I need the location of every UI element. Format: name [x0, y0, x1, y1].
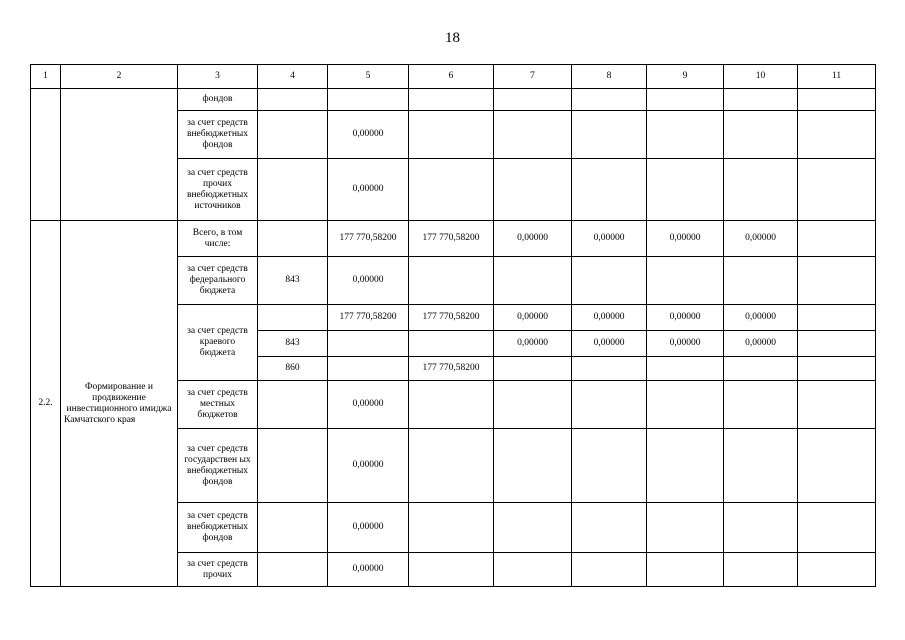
empty-cell — [258, 89, 328, 111]
empty-cell — [494, 381, 572, 429]
empty-cell — [798, 221, 876, 257]
header-cell: 9 — [647, 65, 724, 89]
empty-cell — [409, 257, 494, 305]
source-label: за счет средств прочих — [178, 553, 258, 587]
empty-cell — [258, 503, 328, 553]
empty-cell — [724, 381, 798, 429]
value-cell: 0,00000 — [328, 381, 409, 429]
empty-cell — [798, 331, 876, 357]
header-cell: 8 — [572, 65, 647, 89]
empty-cell — [798, 381, 876, 429]
value-cell: 177 770,58200 — [409, 305, 494, 331]
section-number: 2.2. — [31, 221, 61, 587]
source-label: за счет средств прочих внебюджетных источников — [178, 159, 258, 221]
empty-cell — [647, 429, 724, 503]
value-cell: 0,00000 — [724, 221, 798, 257]
value-cell: 0,00000 — [572, 305, 647, 331]
empty-cell — [647, 553, 724, 587]
section-name: Формирование и продвижение инвестиционного имиджа Камчатского края — [61, 221, 178, 587]
header-cell: 10 — [724, 65, 798, 89]
empty-cell — [572, 381, 647, 429]
empty-cell — [798, 503, 876, 553]
header-cell: 5 — [328, 65, 409, 89]
empty-cell — [647, 381, 724, 429]
empty-cell — [572, 257, 647, 305]
empty-cell — [409, 331, 494, 357]
empty-cell — [798, 89, 876, 111]
header-cell: 2 — [61, 65, 178, 89]
header-cell: 7 — [494, 65, 572, 89]
empty-cell — [31, 89, 61, 221]
empty-cell — [61, 89, 178, 221]
empty-cell — [724, 111, 798, 159]
header-cell: 6 — [409, 65, 494, 89]
value-cell: 177 770,58200 — [409, 221, 494, 257]
empty-cell — [494, 357, 572, 381]
code-cell: 843 — [258, 331, 328, 357]
empty-cell — [409, 111, 494, 159]
value-cell: 0,00000 — [328, 553, 409, 587]
empty-cell — [258, 553, 328, 587]
empty-cell — [494, 553, 572, 587]
value-cell: 177 770,58200 — [328, 305, 409, 331]
empty-cell — [572, 553, 647, 587]
empty-cell — [647, 159, 724, 221]
empty-cell — [798, 305, 876, 331]
page-number: 18 — [445, 30, 460, 46]
empty-cell — [328, 357, 409, 381]
empty-cell — [724, 503, 798, 553]
empty-cell — [647, 111, 724, 159]
empty-cell — [494, 503, 572, 553]
empty-cell — [258, 111, 328, 159]
value-cell: 0,00000 — [724, 331, 798, 357]
empty-cell — [258, 305, 328, 331]
empty-cell — [798, 553, 876, 587]
value-cell: 177 770,58200 — [409, 357, 494, 381]
empty-cell — [494, 257, 572, 305]
empty-cell — [328, 331, 409, 357]
empty-cell — [328, 89, 409, 111]
table-row — [31, 89, 876, 111]
empty-cell — [409, 159, 494, 221]
empty-cell — [798, 159, 876, 221]
value-cell: 0,00000 — [647, 331, 724, 357]
empty-cell — [409, 89, 494, 111]
value-cell: 0,00000 — [494, 221, 572, 257]
empty-cell — [572, 357, 647, 381]
value-cell: 0,00000 — [328, 159, 409, 221]
header-cell: 11 — [798, 65, 876, 89]
empty-cell — [494, 111, 572, 159]
empty-cell — [647, 89, 724, 111]
empty-cell — [724, 89, 798, 111]
source-label: за счет средств внебюджетных фондов — [178, 503, 258, 553]
source-label: Всего, в том числе: — [178, 221, 258, 257]
source-label: за счет средств внебюджетных фондов — [178, 111, 258, 159]
source-label: за счет средств федерального бюджета — [178, 257, 258, 305]
budget-table — [30, 64, 876, 587]
empty-cell — [258, 381, 328, 429]
source-label: за счет средств местных бюджетов — [178, 381, 258, 429]
value-cell: 177 770,58200 — [328, 221, 409, 257]
empty-cell — [647, 257, 724, 305]
empty-cell — [258, 221, 328, 257]
empty-cell — [258, 429, 328, 503]
empty-cell — [409, 553, 494, 587]
table-row — [31, 221, 876, 257]
empty-cell — [409, 503, 494, 553]
value-cell: 0,00000 — [328, 111, 409, 159]
empty-cell — [409, 381, 494, 429]
value-cell: 0,00000 — [647, 221, 724, 257]
empty-cell — [494, 159, 572, 221]
empty-cell — [494, 429, 572, 503]
empty-cell — [258, 159, 328, 221]
value-cell: 0,00000 — [328, 429, 409, 503]
source-label: за счет средств государствен ых внебюджетных фондов — [178, 429, 258, 503]
value-cell: 0,00000 — [647, 305, 724, 331]
empty-cell — [494, 89, 572, 111]
empty-cell — [798, 357, 876, 381]
empty-cell — [572, 159, 647, 221]
empty-cell — [647, 503, 724, 553]
value-cell: 0,00000 — [724, 305, 798, 331]
code-cell: 860 — [258, 357, 328, 381]
empty-cell — [798, 111, 876, 159]
header-row — [31, 65, 876, 89]
empty-cell — [572, 89, 647, 111]
empty-cell — [724, 429, 798, 503]
header-cell: 1 — [31, 65, 61, 89]
code-cell: 843 — [258, 257, 328, 305]
empty-cell — [798, 257, 876, 305]
empty-cell — [724, 159, 798, 221]
source-label: фондов — [178, 89, 258, 111]
empty-cell — [798, 429, 876, 503]
empty-cell — [572, 503, 647, 553]
empty-cell — [572, 111, 647, 159]
value-cell: 0,00000 — [572, 221, 647, 257]
value-cell: 0,00000 — [494, 331, 572, 357]
header-cell: 3 — [178, 65, 258, 89]
empty-cell — [724, 257, 798, 305]
empty-cell — [647, 357, 724, 381]
empty-cell — [724, 553, 798, 587]
empty-cell — [724, 357, 798, 381]
source-label: за счет средств краевого бюджета — [178, 305, 258, 381]
empty-cell — [572, 429, 647, 503]
value-cell: 0,00000 — [328, 503, 409, 553]
value-cell: 0,00000 — [494, 305, 572, 331]
empty-cell — [409, 429, 494, 503]
value-cell: 0,00000 — [572, 331, 647, 357]
value-cell: 0,00000 — [328, 257, 409, 305]
header-cell: 4 — [258, 65, 328, 89]
